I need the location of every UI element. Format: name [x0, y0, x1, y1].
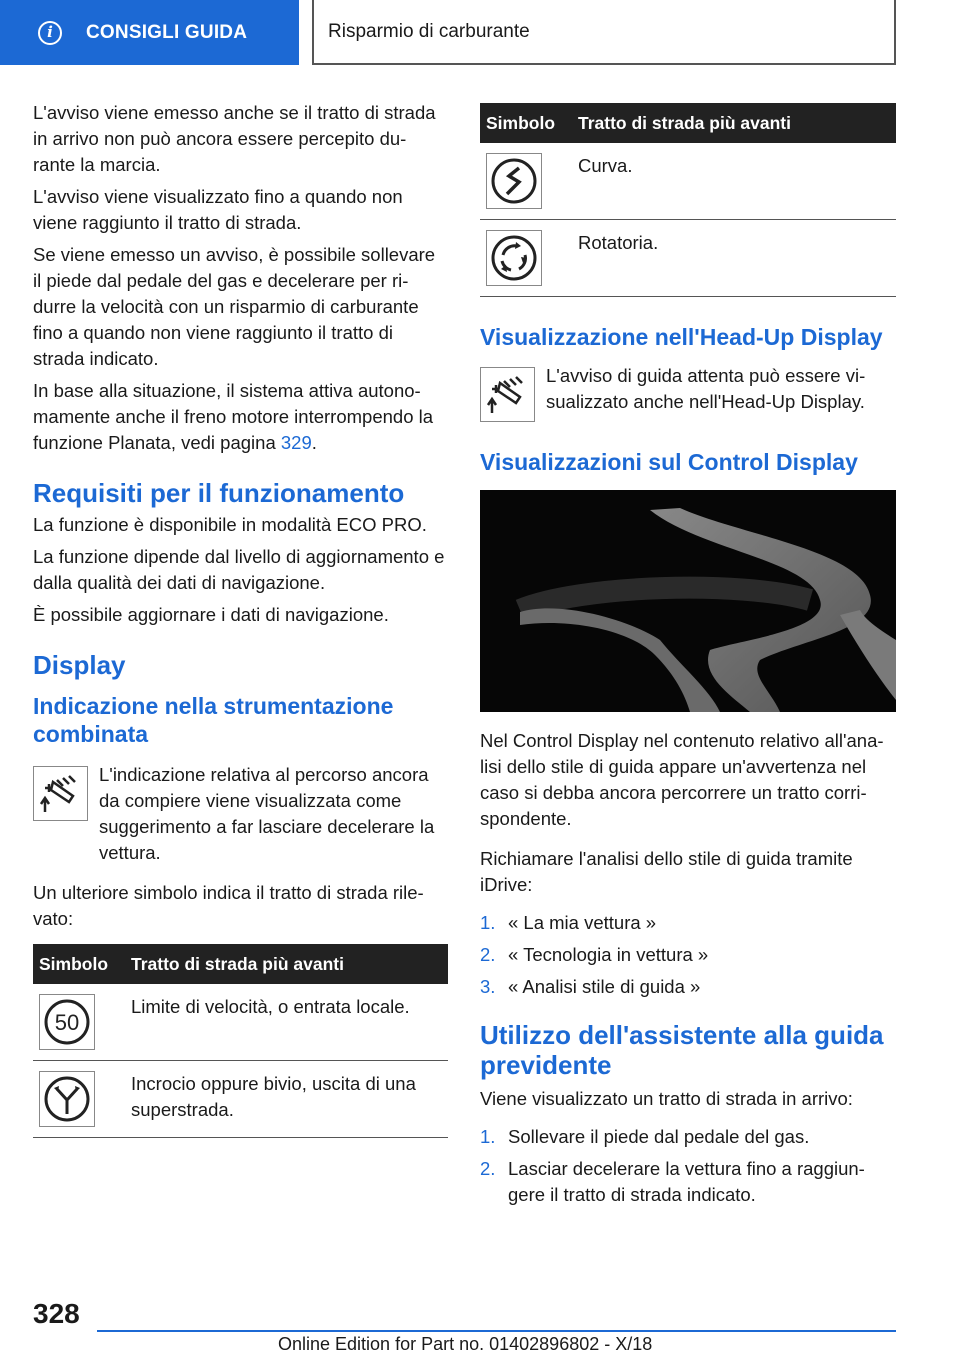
table-row [33, 984, 448, 1061]
list-item: 3. « Analisi stile di guida » [480, 976, 701, 997]
junction-icon [39, 1071, 95, 1127]
svg-text:50: 50 [54, 1010, 80, 1035]
paragraph: Richiamare l'analisi dello stile di guida tramite iDrive: [480, 848, 853, 895]
steps-list [480, 1124, 896, 1208]
chapter-tab[interactable] [0, 0, 299, 65]
control-display-image [480, 490, 896, 712]
table-cell: Curva. [572, 143, 896, 220]
paragraph: Un ulteriore simbolo indica il tratto di strada rile-vato: [33, 882, 424, 929]
chapter-tab-label: CONSIGLI GUIDA [86, 21, 248, 43]
info-icon: i [38, 21, 62, 45]
paragraph: La funzione è disponibile in modalità ECO PRO. [33, 514, 427, 535]
section-title: Risparmio di carburante [328, 20, 530, 42]
steps-list [480, 910, 896, 1000]
foot-off-gas-icon [480, 367, 535, 422]
paragraph: In base alla situazione, il sistema attiva autono-mamente anche il freno motore interrompendo la funzione Planata, vedi pagina 329. [33, 380, 434, 453]
table-header: Tratto di strada più avanti [125, 944, 448, 984]
symbol-table [480, 103, 896, 297]
section-heading: Utilizzo dell'assistente alla guida previdente [480, 1020, 884, 1080]
table-header: Simbolo [480, 103, 572, 143]
curve-icon [486, 153, 542, 209]
page-link[interactable]: 329 [280, 432, 312, 453]
subsection-heading: Visualizzazioni sul Control Display [480, 449, 858, 475]
paragraph: L'avviso viene emesso anche se il tratto di strada in arrivo non può ancora essere percepito du-rante la marcia. [33, 102, 436, 175]
paragraph: L'indicazione relativa al percorso ancora da compiere viene visualizzata come suggerimento a far lasciare decelerare la vettura. [99, 764, 435, 863]
section-heading: Requisiti per il funzionamento [33, 478, 405, 508]
paragraph: Nel Control Display nel contenuto relativo all'ana-lisi dello stile di guida appare un'avvertenza nel caso si debba ancora percorrere un tratto corri-spondente. [480, 730, 884, 829]
footer-divider [97, 1330, 896, 1332]
list-item: 2. Lasciar decelerare la vettura fino a raggiun-gere il tratto di strada indicato. [480, 1158, 865, 1205]
list-item: 1. Sollevare il piede dal pedale del gas. [480, 1126, 810, 1147]
section-title-box [312, 0, 896, 65]
table-cell: Rotatoria. [572, 220, 896, 297]
foot-off-gas-icon [33, 766, 88, 821]
list-item: 2. « Tecnologia in vettura » [480, 944, 709, 965]
paragraph: Viene visualizzato un tratto di strada in arrivo: [480, 1088, 853, 1109]
table-header: Simbolo [33, 944, 125, 984]
subsection-heading: Indicazione nella strumentazione combinata [33, 693, 394, 747]
page-number: 328 [33, 1298, 80, 1329]
indicator-block [33, 762, 448, 866]
paragraph: L'avviso viene visualizzato fino a quando non viene raggiunto il tratto di strada. [33, 186, 403, 233]
table-header: Tratto di strada più avanti [572, 103, 896, 143]
table-cell: Limite di velocità, o entrata locale. [125, 984, 448, 1061]
paragraph: Se viene emesso un avviso, è possibile sollevare il piede dal pedale del gas e decelerare per ri-durre la velocità con un risparmio di carburante fino a quando non viene raggiunto il tratto di strada indicato. [33, 244, 436, 369]
symbol-table [33, 944, 448, 1138]
paragraph: È possibile aggiornare i dati di navigazione. [33, 604, 389, 625]
table-cell: Incrocio oppure bivio, uscita di una superstrada. [125, 1061, 448, 1138]
roundabout-icon [486, 230, 542, 286]
paragraph: L'avviso di guida attenta può essere vi-sualizzato anche nell'Head-Up Display. [546, 365, 866, 412]
right-column [480, 103, 896, 1214]
section-heading: Display [33, 650, 126, 680]
hud-block [480, 363, 896, 422]
edition-label: Online Edition for Part no. 01402896802 - X/18 [278, 1334, 653, 1354]
subsection-heading: Visualizzazione nell'Head-Up Display [480, 324, 883, 350]
table-row [480, 220, 896, 297]
table-row [33, 1061, 448, 1138]
paragraph: La funzione dipende dal livello di aggiornamento e dalla qualità dei dati di navigazione. [33, 546, 445, 593]
table-row [480, 143, 896, 220]
speed-limit-50-icon [39, 994, 95, 1050]
left-column [33, 100, 448, 1138]
list-item: 1. « La mia vettura » [480, 912, 657, 933]
